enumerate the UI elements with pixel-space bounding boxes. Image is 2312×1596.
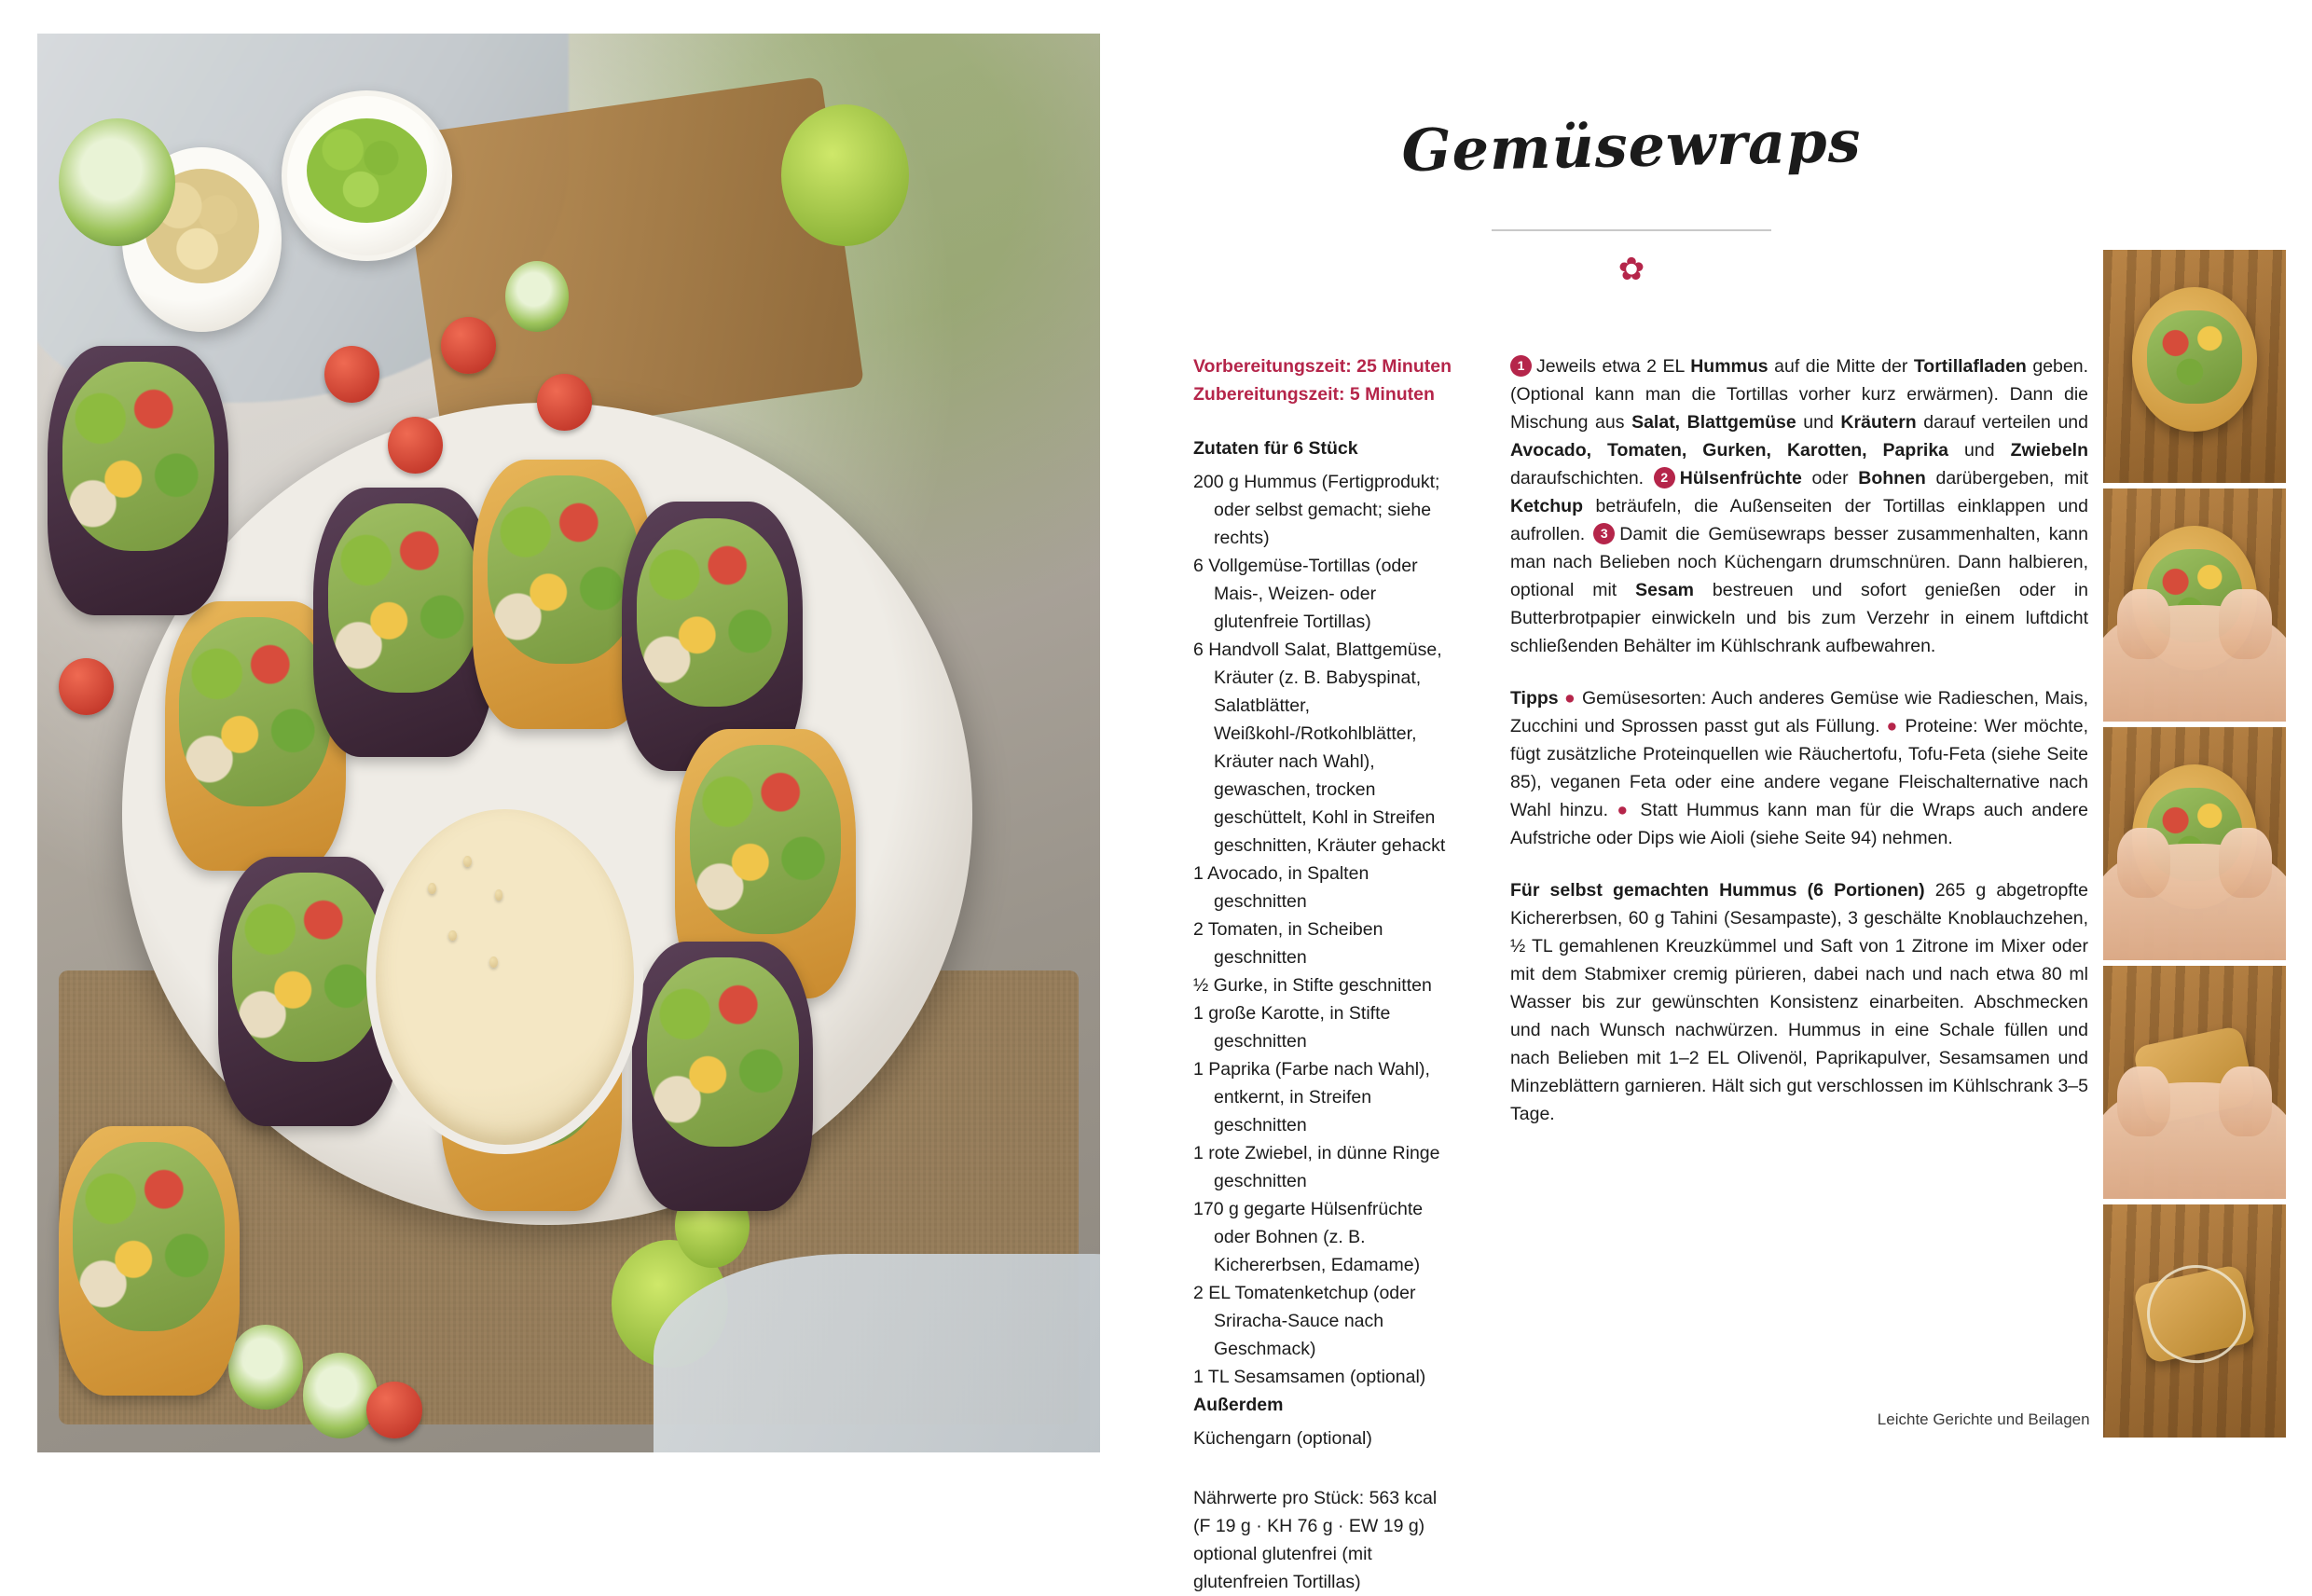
lime-whole <box>781 104 909 246</box>
hummus-heading: Für selbst gemachten Hummus (6 Portionen) <box>1510 880 1925 901</box>
list-item: 2 Tomaten, in Scheiben geschnitten <box>1193 919 1383 968</box>
list-item: ½ Gurke, in Stifte geschnitten <box>1193 975 1432 996</box>
ingredients-heading: Zutaten für 6 Stück <box>1193 438 1358 459</box>
step-text: daraufschichten. <box>1510 468 1654 488</box>
step-bold: Zwiebeln <box>2010 440 2088 461</box>
step-bold: Avocado, Tomaten, Gurken, Karotten, Paprika <box>1510 440 1949 461</box>
step-text: Damit die Gemüsewraps besser zusammenhalten, kann man nach Belieben noch Küchengarn drumschnüren. Dann halbieren, optional mit <box>1510 524 2088 600</box>
instructions-column <box>1510 352 2088 1152</box>
step-bold: Sesam <box>1635 580 1695 600</box>
list-item: 200 g Hummus (Fertigprodukt; oder selbst gemacht; siehe rechts) <box>1193 472 1440 548</box>
step-bold: Hummus <box>1690 356 1768 377</box>
footer-chapter: Leichte Gerichte und Beilagen <box>1877 1410 2090 1428</box>
nutrition-line: Nährwerte pro Stück: 563 kcal <box>1193 1488 1438 1508</box>
wrap-piece <box>632 942 813 1211</box>
extra-list <box>1193 1424 1454 1452</box>
list-item: 1 große Karotte, in Stifte geschnitten <box>1193 1003 1391 1052</box>
hummus-paragraph <box>1510 876 2088 1128</box>
step-number-3: 3 <box>1593 523 1615 544</box>
step-text: oder <box>1801 468 1859 488</box>
cucumber-slice <box>303 1353 378 1438</box>
list-item: 170 g gegarte Hülsenfrüchte oder Bohnen (z. B. Kichererbsen, Edamame) <box>1193 1199 1424 1275</box>
list-item: 6 Handvoll Salat, Blattgemüse, Kräuter (z. B. Babyspinat, Salatblätter, Weißkohl-/Rotkohlblätter, Kräuter nach Wahl), gewaschen, trocken geschüttelt, Kohl in Streifen geschnitten, Kräuter gehackt <box>1193 640 1446 856</box>
list-item: 6 Vollgemüse-Tortillas (oder Mais-, Weizen- oder glutenfreie Tortillas) <box>1193 556 1418 632</box>
step-text: geben. (Optional kann man die Tortillas vorher kurz erwärmen). Dann die Mischung aus <box>1510 356 2088 433</box>
cook-time: Zubereitungszeit: 5 Minuten <box>1193 384 1435 405</box>
bullet-icon: ● <box>1617 800 1632 820</box>
main-recipe-photo <box>37 34 1100 1452</box>
tomato-half <box>324 346 379 403</box>
step-text: darübergeben, mit <box>1925 468 2088 488</box>
step-photo-5 <box>2103 1204 2286 1438</box>
steps-paragraph <box>1510 352 2088 660</box>
nutrition-line: optional glutenfrei (mit glutenfreien Tortillas) <box>1193 1544 1372 1592</box>
step-text: auf die Mitte der <box>1768 356 1914 377</box>
nutrition-line: (F 19 g · KH 76 g · EW 19 g) <box>1193 1516 1425 1536</box>
step-text: bestreuen und sofort genießen oder in Butterbrotpapier einwickeln und bis zum Verzehr in einem luftdicht schließenden Behälter im Kühlschrank aufbewahren. <box>1510 580 2089 656</box>
bullet-icon: ● <box>1886 716 1899 736</box>
flower-icon: ✿ <box>1617 252 1645 287</box>
step-number-2: 2 <box>1654 467 1675 488</box>
step-number-1: 1 <box>1510 355 1532 377</box>
nutrition-block <box>1193 1484 1454 1596</box>
edamame-bowl <box>282 90 451 261</box>
step-text: und <box>1796 412 1841 433</box>
list-item: Küchengarn (optional) <box>1193 1428 1372 1449</box>
step-bold: Salat, Blattgemüse <box>1631 412 1796 433</box>
step-photo-strip <box>2103 250 2286 1443</box>
tomato-half <box>59 658 114 715</box>
step-text: darauf verteilen und <box>1916 412 2088 433</box>
tomato-whole <box>366 1382 421 1438</box>
wrap-piece <box>59 1126 240 1396</box>
hummus-text: 265 g abgetropfte Kichererbsen, 60 g Tahini (Sesampaste), 3 geschälte Knoblauchzehen, ½ TL gemahlenen Kreuzkümmel und Saft von 1 Zitrone im Mixer oder mit dem Stabmixer cremig pürieren, dabei nach und nach etwa 80 ml Wasser bis zur gewünschten Konsistenz einarbeiten. Abschmecken und nach Wunsch nachwürzen. Hummus in eine Schale füllen und nach Belieben mit 1–2 EL Olivenöl, Paprikapulver, Sesamsamen und Minzeblättern garnieren. Hält sich gut verschlossen im Kühlschrank 3–5 Tage. <box>1510 880 2088 1124</box>
tips-label: Tipps <box>1510 688 1559 709</box>
times-block <box>1193 352 1454 408</box>
step-bold: Tortillafladen <box>1913 356 2027 377</box>
napkin <box>654 1254 1100 1452</box>
tomato-half <box>388 417 443 474</box>
step-photo-1 <box>2103 250 2286 483</box>
title-divider <box>1119 222 2144 285</box>
list-item: 1 Paprika (Farbe nach Wahl), entkernt, in Streifen geschnitten <box>1193 1059 1430 1135</box>
cucumber-slice <box>505 261 569 332</box>
page-title: Gemüsewraps <box>1400 106 1863 186</box>
list-item: 1 Avocado, in Spalten geschnitten <box>1193 863 1369 912</box>
ingredients-list <box>1193 468 1454 1391</box>
wrap-piece <box>313 488 494 757</box>
divider-line <box>1492 229 1771 231</box>
tip-text: Proteine: Wer möchte, fügt zusätzliche Proteinquellen wie Räuchertofu, Tofu-Feta (siehe Seite 85), veganen Feta oder eine andere vegane Fleischalternative nach Wahl hinzu. <box>1510 716 2088 820</box>
step-bold: Kräutern <box>1840 412 1917 433</box>
ingredients-column <box>1193 352 1454 1596</box>
step-text: und <box>1948 440 2011 461</box>
tip-text: Statt Hummus kann man für die Wraps auch andere Aufstriche oder Dips wie Aioli (siehe Seite 94) nehmen. <box>1510 800 2089 848</box>
prep-time: Vorbereitungszeit: 25 Minuten <box>1193 356 1452 377</box>
list-item: 1 rote Zwiebel, in dünne Ringe geschnitten <box>1193 1143 1440 1191</box>
tomato-half <box>537 374 592 431</box>
tip-text: Gemüsesorten: Auch anderes Gemüse wie Radieschen, Mais, Zucchini und Sprossen passt gut als Füllung. <box>1510 688 2089 736</box>
hummus-bowl <box>366 800 642 1155</box>
list-item: 2 EL Tomatenketchup (oder Sriracha-Sauce nach Geschmack) <box>1193 1283 1416 1359</box>
step-text: Jeweils etwa 2 EL <box>1536 356 1691 377</box>
step-bold: Ketchup <box>1510 496 1583 516</box>
wrap-piece <box>48 346 228 615</box>
bullet-icon: ● <box>1563 688 1576 709</box>
step-photo-4 <box>2103 966 2286 1199</box>
step-bold: Bohnen <box>1858 468 1926 488</box>
cucumber-piece <box>59 118 175 246</box>
cucumber-slice <box>228 1325 303 1410</box>
step-photo-2 <box>2103 488 2286 722</box>
tips-paragraph <box>1510 684 2088 852</box>
step-photo-3 <box>2103 727 2286 960</box>
extra-heading: Außerdem <box>1193 1395 1284 1415</box>
step-text: beträufeln, die Außenseiten der Tortillas einklappen und aufrollen. <box>1510 496 2088 544</box>
list-item: 1 TL Sesamsamen (optional) <box>1193 1367 1426 1387</box>
step-bold: Hülsenfrüchte <box>1679 468 1802 488</box>
